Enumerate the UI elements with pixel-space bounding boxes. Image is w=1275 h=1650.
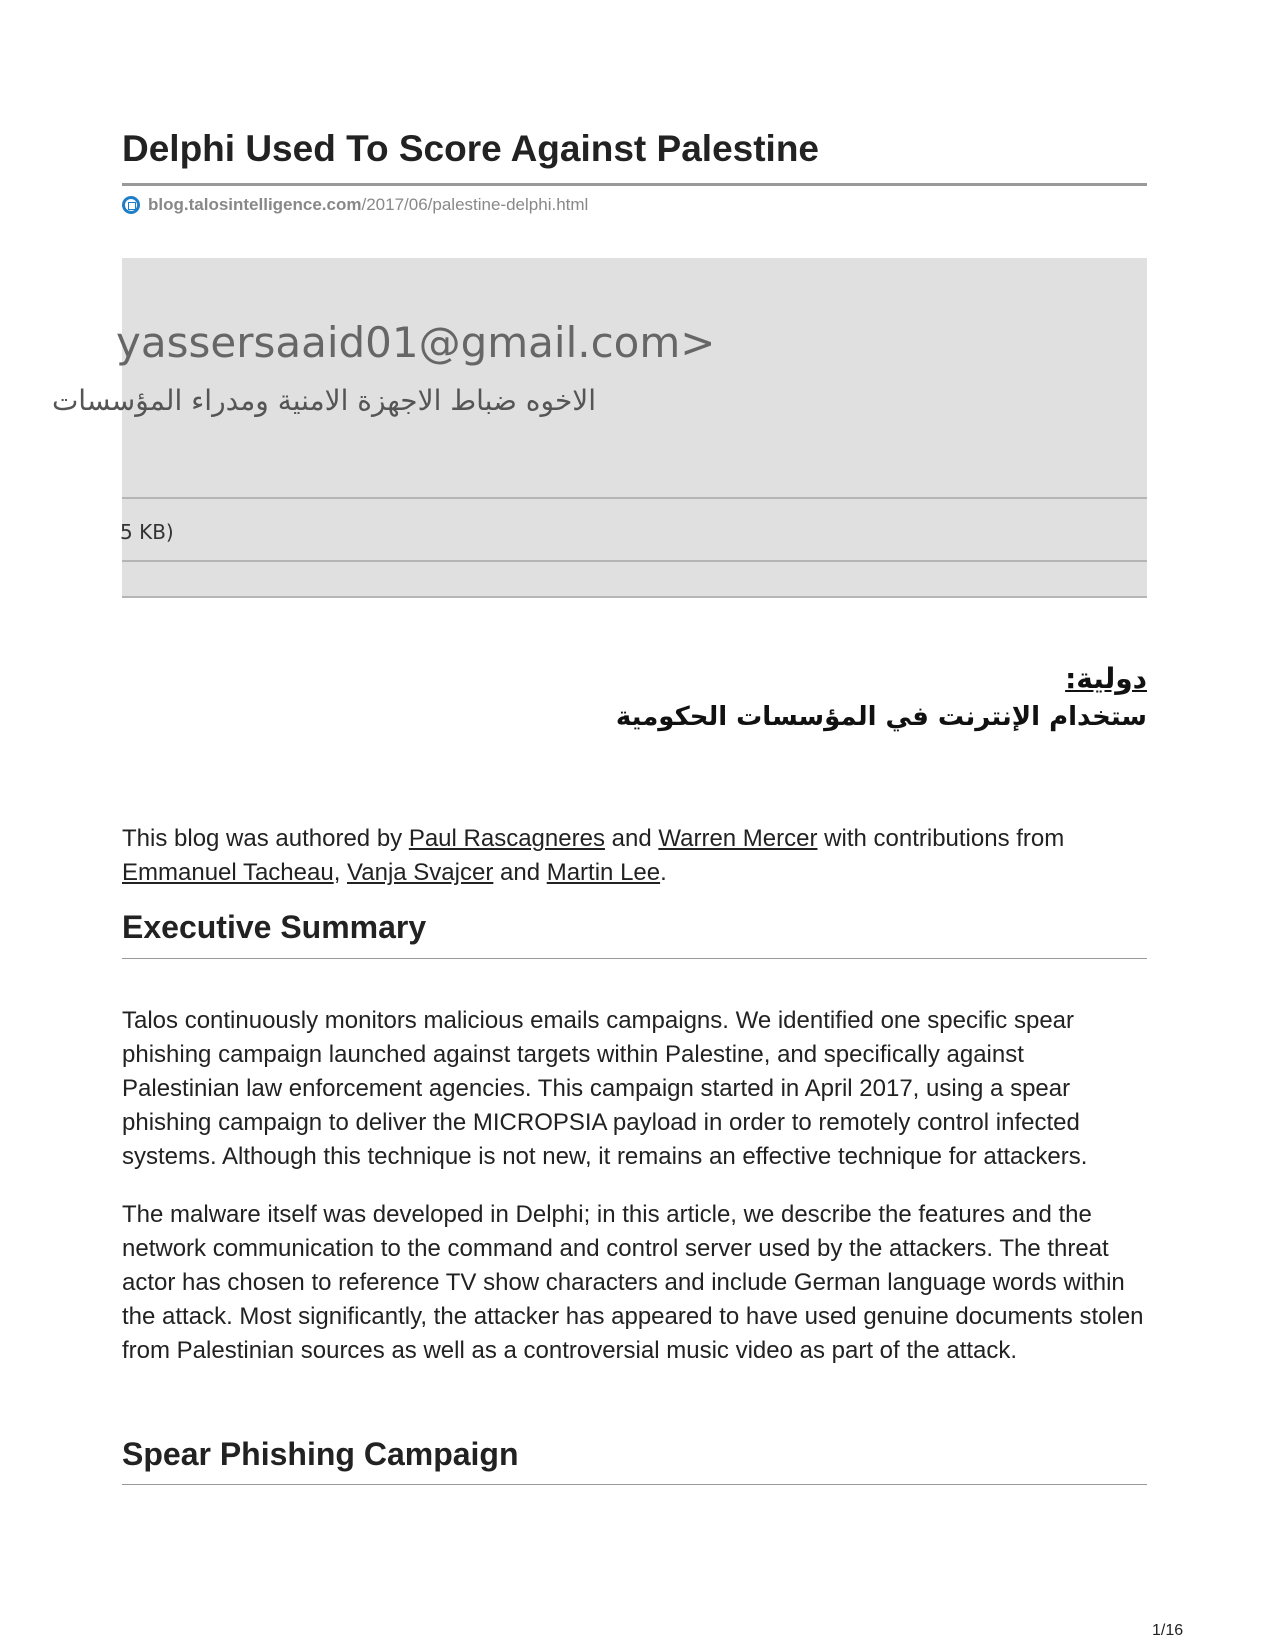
byline-text: and — [493, 859, 547, 886]
byline-text: with contributions from — [817, 825, 1065, 852]
author-link[interactable]: Warren Mercer — [658, 825, 818, 852]
article-title: Delphi Used To Score Against Palestine — [122, 128, 820, 169]
document-heading-ar: دولية: — [1065, 662, 1147, 695]
section-divider — [122, 1484, 1147, 1485]
source-url[interactable] — [122, 195, 588, 215]
email-recipient: الاخوه ضباط الاجهزة الامنية ومدراء المؤسسات — [51, 384, 596, 417]
source-path: /2017/06/palestine-delphi.html — [361, 195, 589, 214]
globe-icon — [122, 196, 140, 214]
contributor-link[interactable]: Martin Lee — [546, 859, 661, 886]
document-line-ar: ستخدام الإنترنت في المؤسسات الحكومية — [615, 702, 1147, 732]
email-sender: yassersaaid01@gmail.com> — [116, 318, 716, 367]
executive-summary-paragraph: The malware itself was developed in Delphi; in this article, we describe the features and the network communication to the command and control server used by the attackers. The threat actor has chosen to reference TV show characters and include German language words within the attack. Most significantly, the attacker has appeared to have used genuine documents stolen from Palestinian sources as well as a controversial music video as part of the attack. — [122, 1201, 1144, 1364]
byline-text: and — [604, 825, 659, 852]
title-divider — [122, 183, 1147, 186]
email-divider — [122, 560, 1147, 562]
contributor-link[interactable]: Emmanuel Tacheau — [122, 859, 334, 886]
author-link[interactable]: Paul Rascagneres — [408, 825, 605, 852]
byline — [122, 822, 1147, 890]
source-domain: blog.talosintelligence.com — [148, 195, 362, 214]
email-divider — [122, 497, 1147, 499]
executive-summary-paragraph: Talos continuously monitors malicious emails campaigns. We identified one specific spear phishing campaign launched against targets within Palestine, and specifically against Palestinian law enforcement agencies. This campaign started in April 2017, using a spear phishing campaign to deliver the MICROPSIA payload in order to remotely control infected systems. Although this technique is not new, it remains an effective technique for attackers. — [122, 1007, 1088, 1170]
byline-text: This blog was authored by — [122, 825, 409, 852]
byline-text: . — [660, 859, 667, 886]
page-number: 1/16 — [1152, 1622, 1184, 1639]
executive-summary-heading: Executive Summary — [122, 909, 427, 945]
byline-text: , — [333, 859, 348, 886]
email-screenshot — [51, 258, 1147, 598]
spear-phishing-heading: Spear Phishing Campaign — [122, 1436, 519, 1472]
contributor-link[interactable]: Vanja Svajcer — [347, 859, 494, 886]
section-divider — [122, 958, 1147, 959]
email-attachment-size: 5 KB) — [120, 520, 174, 544]
document-screenshot — [122, 660, 1147, 740]
